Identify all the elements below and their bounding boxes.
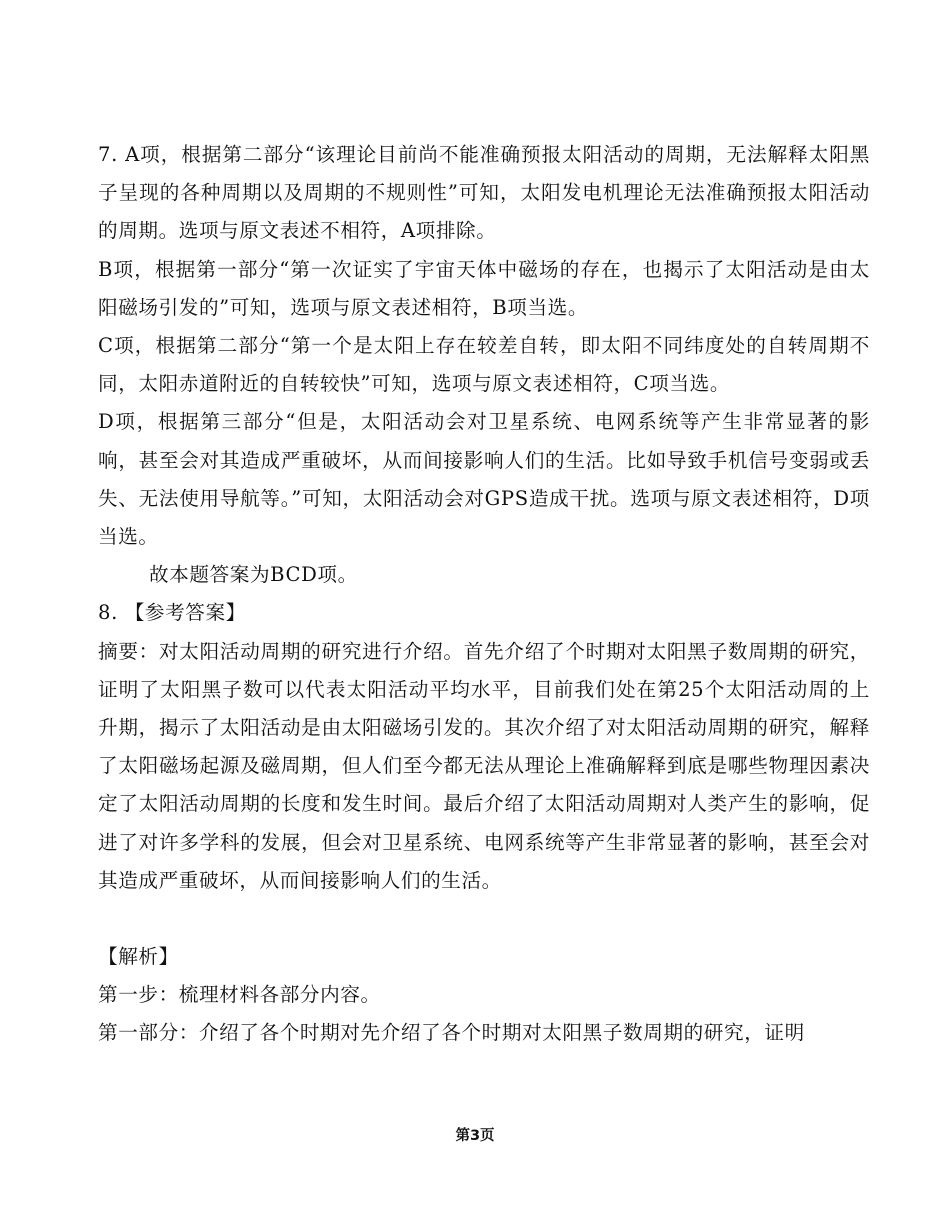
q8-summary-paragraph: 摘要：对太阳活动周期的研究进行介绍。首先介绍了个时期对太阳黑子数周期的研究，证明了太阳黑子数可以代表太阳活动平均水平，目前我们处在第25个太阳活动周的上升期，揭示了太阳活动是由太阳磁场引发的。其次介绍了对太阳活动周期的研究，解释了太阳磁场起源及磁周期，但人们至今都无法从理论上准确解释到底是哪些物理因素决定了太阳活动周期的长度和发生时间。最后介绍了太阳活动周期对人类产生的影响，促进了对许多学科的发展，但会对卫星系统、电网系统等产生非常显著的影响，甚至会对其造成严重破坏，从而间接影响人们的生活。 (98, 639, 870, 892)
q7-option-a-paragraph: 7. A项，根据第二部分“该理论目前尚不能准确预报太阳活动的周期，无法解释太阳黑子呈现的各种周期以及周期的不规则性”可知，太阳发电机理论无法准确预报太阳活动的周期。选项与原文表述不相符，A项排除。 (98, 143, 870, 243)
q7-option-c-paragraph: C项，根据第二部分“第一个是太阳上存在较差自转，即太阳不同纬度处的自转周期不同，太阳赤道附近的自转较快”可知，选项与原文表述相符，C项当选。 (98, 334, 870, 396)
analysis-header: 【解析】 (98, 945, 179, 969)
page-number: 第3页 (455, 1128, 495, 1144)
analysis-step1: 第一步：梳理材料各部分内容。 (98, 983, 381, 1007)
q7-conclusion: 故本题答案为BCD项。 (149, 563, 358, 587)
q7-option-d-paragraph: D项，根据第三部分“但是，太阳活动会对卫星系统、电网系统等产生非常显著的影响，甚至会对其造成严重破坏，从而间接影响人们的生活。比如导致手机信号变弱或丢失、无法使用导航等。”可知，太阳活动会对GPS造成干扰。选项与原文表述相符，D项当选。 (98, 410, 870, 549)
page-content (98, 136, 870, 1053)
q7-option-b-paragraph: B项，根据第一部分“第一次证实了宇宙天体中磁场的存在，也揭示了太阳活动是由太阳磁场引发的”可知，选项与原文表述相符，B项当选。 (98, 257, 870, 319)
q8-header: 8. 【参考答案】 (98, 601, 246, 625)
analysis-part1: 第一部分：介绍了各个时期对先介绍了各个时期对太阳黑子数周期的研究，证明 (98, 1021, 805, 1045)
section-spacer (98, 900, 870, 938)
